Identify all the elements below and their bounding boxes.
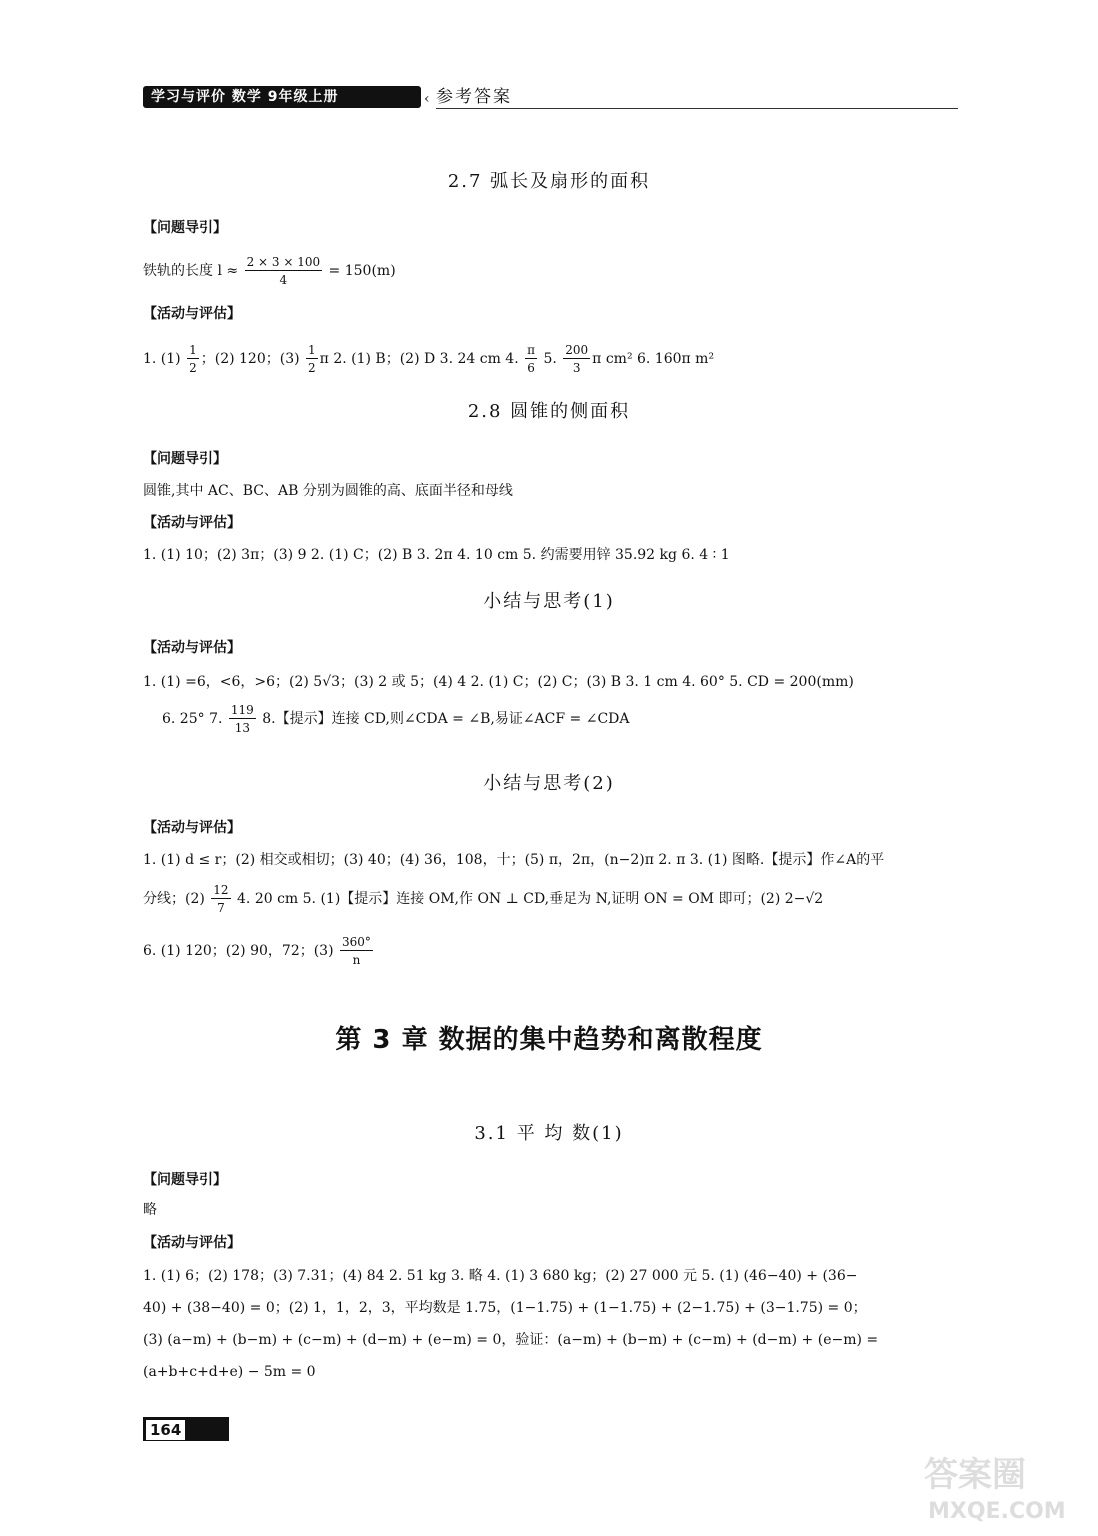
denominator: 2	[189, 361, 197, 375]
page-number: 164	[145, 1419, 186, 1441]
label-activity-evaluation: 【活动与评估】	[143, 515, 241, 531]
text: 1. (1)	[143, 351, 186, 367]
numerator: 200	[565, 343, 589, 357]
denominator: 6	[527, 361, 535, 375]
numerator: 1	[308, 343, 316, 357]
answer-line	[143, 256, 396, 286]
answer-line	[162, 704, 630, 734]
fraction	[563, 344, 590, 374]
denominator: 13	[234, 721, 250, 735]
answer-line	[143, 884, 823, 914]
text: 6. 25° 7.	[162, 711, 227, 727]
label-activity-evaluation: 【活动与评估】	[143, 820, 241, 836]
numerator: 12	[213, 883, 229, 897]
watermark-url: MXQE.COM	[928, 1499, 1066, 1524]
section-title-2-7: 2.7 弧长及扇形的面积	[447, 171, 651, 192]
fraction	[306, 344, 318, 374]
page-number-badge	[143, 1417, 229, 1441]
answer-line: (a+b+c+d+e) − 5m = 0	[143, 1364, 316, 1380]
answer-line: 1. (1) 6；(2) 178；(3) 7.31；(4) 84 2. 51 kg 3. 略 4. (1) 3 680 kg；(2) 27 000 元 5. (1) (46−40) + (36−	[143, 1268, 858, 1284]
numerator: 2 × 3 × 100	[246, 255, 321, 269]
numerator: 360°	[342, 935, 371, 949]
fraction	[229, 704, 256, 734]
text: 4. 20 cm 5. (1)【提示】连接 OM,作 ON ⊥ CD,垂足为 N,证明 ON = OM 即可；(2) 2−√2	[232, 891, 824, 907]
answer-line: (3) (a−m) + (b−m) + (c−m) + (d−m) + (e−m) = 0，验证：(a−m) + (b−m) + (c−m) + (d−m) + (e−m) =	[143, 1332, 879, 1348]
fraction	[525, 344, 537, 374]
answer-line: 圆锥,其中 AC、BC、AB 分别为圆锥的高、底面半径和母线	[143, 483, 513, 499]
answer-line: 1. (1) 10；(2) 3π；(3) 9 2. (1) C；(2) B 3. 2π 4. 10 cm 5. 约需要用锌 35.92 kg 6. 4 ∶ 1	[143, 547, 730, 563]
denominator: 7	[217, 901, 225, 915]
label-activity-evaluation: 【活动与评估】	[143, 1235, 241, 1251]
header-arrow-icon: ‹	[424, 91, 430, 107]
answer-line	[143, 344, 714, 374]
label-activity-evaluation: 【活动与评估】	[143, 640, 241, 656]
label-question-guide: 【问题导引】	[143, 1172, 227, 1188]
denominator: 2	[308, 361, 316, 375]
section-title-summary-1: 小结与思考(1)	[483, 591, 615, 612]
section-title-summary-2: 小结与思考(2)	[483, 773, 615, 794]
section-title-2-8: 2.8 圆锥的侧面积	[467, 401, 631, 422]
text: π cm² 6. 160π m²	[592, 351, 715, 367]
label-question-guide: 【问题导引】	[143, 451, 227, 467]
watermark-logo	[920, 1448, 1070, 1526]
label-question-guide: 【问题导引】	[143, 220, 227, 236]
fraction	[187, 344, 199, 374]
answer-line: 略	[143, 1202, 157, 1218]
text: 8.【提示】连接 CD,则∠CDA = ∠B,易证∠ACF = ∠CDA	[257, 711, 630, 727]
chapter-title: 第 3 章 数据的集中趋势和离散程度	[335, 1025, 763, 1055]
denominator: 4	[279, 273, 288, 287]
numerator: π	[527, 343, 535, 357]
label-activity-evaluation: 【活动与评估】	[143, 306, 241, 322]
fraction	[211, 884, 230, 914]
numerator: 1	[189, 343, 197, 357]
fraction	[245, 256, 323, 286]
text: = 150(m)	[324, 263, 396, 279]
denominator: 3	[572, 361, 581, 375]
header-rule	[436, 108, 958, 109]
watermark-text: 答案圈	[924, 1455, 1026, 1495]
answer-line: 1. (1) d ≤ r；(2) 相交或相切；(3) 40；(4) 36，108，十；(5) π，2π，(n−2)π 2. π 3. (1) 图略.【提示】作∠A的平	[143, 852, 885, 868]
text: ；(2) 120；(3)	[200, 351, 305, 367]
text: 铁轨的长度 l ≈	[143, 263, 243, 279]
text: 5.	[539, 351, 562, 367]
answer-line: 40) + (38−40) = 0；(2) 1，1，2，3，平均数是 1.75，(1−1.75) + (1−1.75) + (2−1.75) + (3−1.75) = 0；	[143, 1300, 867, 1316]
denominator: n	[352, 953, 361, 967]
text: 分线；(2)	[143, 891, 210, 907]
answer-line	[143, 936, 375, 966]
text: π 2. (1) B；(2) D 3. 24 cm 4.	[319, 351, 524, 367]
text: 6. (1) 120；(2) 90，72；(3)	[143, 943, 339, 959]
header-section-title: 参考答案	[436, 87, 512, 107]
fraction	[340, 936, 373, 966]
book-header-label: 学习与评价 数学 9年级上册	[143, 86, 421, 108]
section-title-3-1: 3.1 平 均 数(1)	[474, 1123, 624, 1144]
numerator: 119	[230, 703, 254, 717]
answer-line: 1. (1) =6，<6，>6；(2) 5√3；(3) 2 或 5；(4) 4 2. (1) C；(2) C；(3) B 3. 1 cm 4. 60° 5. CD = 200(mm)	[143, 674, 854, 690]
